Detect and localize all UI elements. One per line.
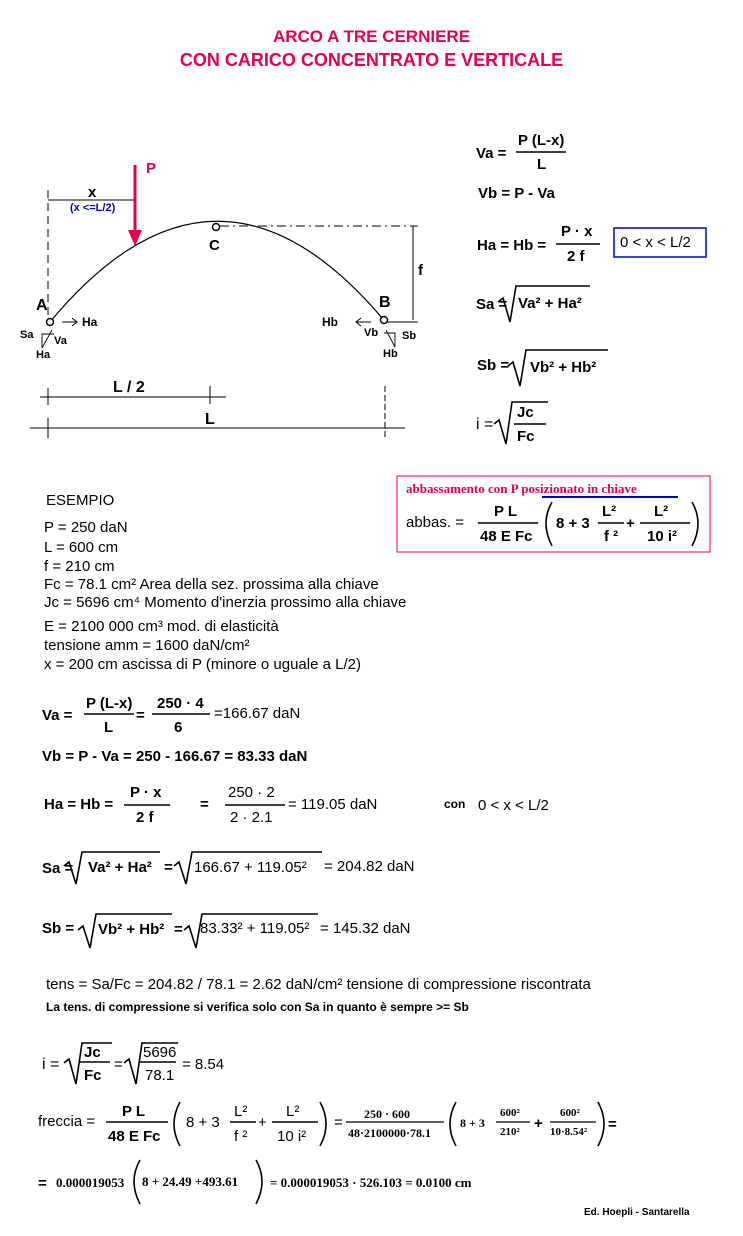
c-fr-den2: 48·2100000·78.1	[348, 1126, 432, 1140]
c-Ha-res: = 119.05 daN	[288, 796, 378, 813]
f-Sa-lhs: Sa =	[476, 296, 508, 313]
f-Va-num: P (L-x)	[518, 132, 565, 149]
c-Sb-res: = 145.32 daN	[320, 920, 411, 937]
c-i-num2: 5696	[143, 1044, 177, 1061]
c-fr-f2: f ²	[234, 1128, 248, 1145]
hinge-A	[47, 319, 54, 326]
f-i-den: Fc	[517, 428, 535, 445]
hinge-C	[213, 224, 220, 231]
c-Sa-rad2: 166.67 + 119.05²	[194, 859, 307, 876]
c-fr-1085: 10·8.54²	[550, 1126, 588, 1138]
c-Va-lhs: Va =	[42, 707, 73, 724]
c-Ha-den: 2 f	[136, 809, 154, 826]
esempio-line-4: Fc = 78.1 cm² Area della sez. prossima alla chiave	[44, 576, 379, 593]
c-Va-den: L	[104, 719, 114, 736]
footer-credit: Ed. Hoepli - Santarella	[584, 1207, 690, 1218]
label-B: B	[379, 294, 391, 311]
f-i-num: Jc	[517, 404, 534, 421]
c-Sb-eq: =	[174, 921, 183, 938]
c-fr-l2b: L²	[286, 1103, 300, 1120]
c-Va-eq: =	[136, 707, 145, 724]
c-i-res: = 8.54	[182, 1056, 225, 1073]
c-Va-num: P (L-x)	[86, 695, 133, 712]
f-Ha-num: P · x	[561, 223, 593, 240]
esempio-line-3: f = 210 cm	[44, 558, 115, 575]
title-line-2: CON CARICO CONCENTRATO E VERTICALE	[179, 50, 564, 70]
label-A: A	[36, 297, 48, 314]
c-fr-600a: 600²	[500, 1107, 520, 1119]
esempio-heading: ESEMPIO	[46, 492, 115, 509]
f-Ha-lhs: Ha = Hb =	[477, 237, 547, 254]
c-fr-eight2: 8 + 3	[460, 1116, 485, 1130]
label-Ha-arrow: Ha	[82, 315, 98, 329]
c-fr-plus2: +	[534, 1115, 543, 1132]
label-f: f	[418, 262, 423, 279]
abbas-den: 48 E Fc	[480, 528, 533, 545]
c-Sa-lhs: Sa =	[42, 860, 74, 877]
label-Sb: Sb	[402, 330, 417, 342]
c-fr-num: P L	[122, 1103, 146, 1120]
label-C: C	[209, 237, 220, 254]
c-Sa-rad1: Va² + Ha²	[88, 859, 152, 876]
abbas-plus: +	[626, 515, 635, 532]
f-Va-den: L	[537, 156, 547, 173]
c-Sa-res: = 204.82 daN	[324, 858, 415, 875]
c-Ha-lhs: Ha = Hb =	[44, 796, 114, 813]
c-Ha-num: P · x	[130, 784, 162, 801]
c-fr-l2: L²	[234, 1103, 248, 1120]
title-line-1: ARCO A TRE CERNIERE	[272, 27, 471, 46]
f-Sa-rad: Va² + Ha²	[518, 295, 582, 312]
label-Hb-arrow: Hb	[322, 315, 338, 329]
c-i-den2: 78.1	[145, 1067, 175, 1084]
abbas-l2: L²	[602, 503, 617, 520]
c-Va-num2: 250 · 4	[157, 695, 204, 712]
abbas-f2: f ²	[604, 528, 619, 545]
c-con: con	[444, 797, 466, 811]
c-fr-10i2: 10 i²	[277, 1128, 307, 1145]
f-Sb-rad: Vb² + Hb²	[530, 359, 597, 376]
range-box-text: 0 < x < L/2	[620, 234, 691, 251]
c-Sa-eq: =	[164, 859, 173, 876]
esempio-line-1: P = 250 daN	[44, 519, 128, 536]
esempio-line-8: x = 200 cm ascissa di P (minore o uguale a L/2)	[44, 656, 361, 673]
c-Ha-num2: 250 · 2	[228, 784, 275, 801]
c-last-eq: =	[38, 1175, 47, 1192]
abbas-heading: abbassamento con P posizionato in chiave	[406, 481, 637, 496]
c-Ha-den2: 2 · 2.1	[230, 809, 273, 826]
c-fr-eight: 8 + 3	[186, 1114, 220, 1131]
c-i-num: Jc	[84, 1044, 101, 1061]
label-L: L	[205, 411, 215, 428]
c-fr-lhs: freccia =	[38, 1113, 96, 1130]
c-i-lhs: i =	[42, 1056, 60, 1073]
c-Sb-lhs: Sb =	[42, 920, 75, 937]
f-Vb: Vb = P - Va	[478, 185, 555, 202]
c-fr-plus: +	[258, 1114, 267, 1131]
label-Hb: Hb	[383, 348, 398, 360]
c-last-res: = 0.000019053 · 526.103 = 0.0100 cm	[270, 1175, 472, 1190]
c-last-inner: 8 + 24.49 +493.61	[142, 1174, 239, 1189]
label-L-half: L / 2	[113, 379, 145, 396]
abbas-eight: 8 + 3	[556, 515, 590, 532]
c-con-range: 0 < x < L/2	[478, 797, 549, 814]
f-Va-lhs: Va =	[476, 145, 507, 162]
c-fr-600b: 600²	[560, 1107, 580, 1119]
esempio-line-2: L = 600 cm	[44, 539, 119, 556]
c-Va-res: =166.67 daN	[214, 705, 301, 722]
label-P: P	[146, 160, 157, 177]
abbas-l2b: L²	[654, 503, 669, 520]
c-Vb-line: Vb = P - Va = 250 - 166.67 = 83.33 daN	[42, 748, 308, 765]
p-load-arrow	[128, 165, 142, 246]
c-i-den: Fc	[84, 1067, 102, 1084]
hinge-B	[381, 317, 388, 324]
label-x-cond: (x <=L/2)	[70, 202, 116, 214]
c-last-coef: 0.000019053	[56, 1175, 125, 1190]
label-Sa: Sa	[20, 329, 34, 341]
f-Ha-den: 2 f	[567, 248, 585, 265]
c-Sb-rad1: Vb² + Hb²	[98, 921, 165, 938]
c-fr-eq: =	[334, 1114, 343, 1131]
label-x: x	[88, 184, 97, 201]
f-i-lhs: i =	[476, 416, 494, 433]
c-fr-den: 48 E Fc	[108, 1128, 161, 1145]
c-i-eq: =	[114, 1056, 123, 1073]
abbas-num: P L	[494, 503, 518, 520]
esempio-line-5: Jc = 5696 cm⁴ Momento d'inerzia prossimo alla chiave	[44, 594, 407, 611]
c-Va-den2: 6	[174, 719, 183, 736]
label-Vb: Vb	[364, 327, 379, 339]
abbas-10i2: 10 i²	[647, 528, 678, 545]
c-fr-num2: 250 · 600	[364, 1107, 411, 1121]
esempio-line-7: tensione amm = 1600 daN/cm²	[44, 637, 250, 654]
c-Ha-eq: =	[200, 796, 209, 813]
c-tens-line: tens = Sa/Fc = 204.82 / 78.1 = 2.62 daN/cm² tensione di compressione riscontrata	[46, 976, 591, 993]
abbas-lhs: abbas. =	[406, 514, 464, 531]
c-fr-eq2: =	[608, 1116, 617, 1133]
c-Sb-rad2: 83.33² + 119.05²	[200, 920, 310, 937]
c-fr-210: 210²	[500, 1126, 520, 1138]
c-note: La tens. di compressione si verifica solo con Sa in quanto è sempre >= Sb	[46, 1000, 469, 1014]
esempio-line-6: E = 2100 000 cm³ mod. di elasticità	[44, 618, 279, 635]
f-Sb-lhs: Sb =	[477, 357, 510, 374]
label-Ha: Ha	[36, 349, 51, 361]
label-Va: Va	[54, 335, 67, 347]
